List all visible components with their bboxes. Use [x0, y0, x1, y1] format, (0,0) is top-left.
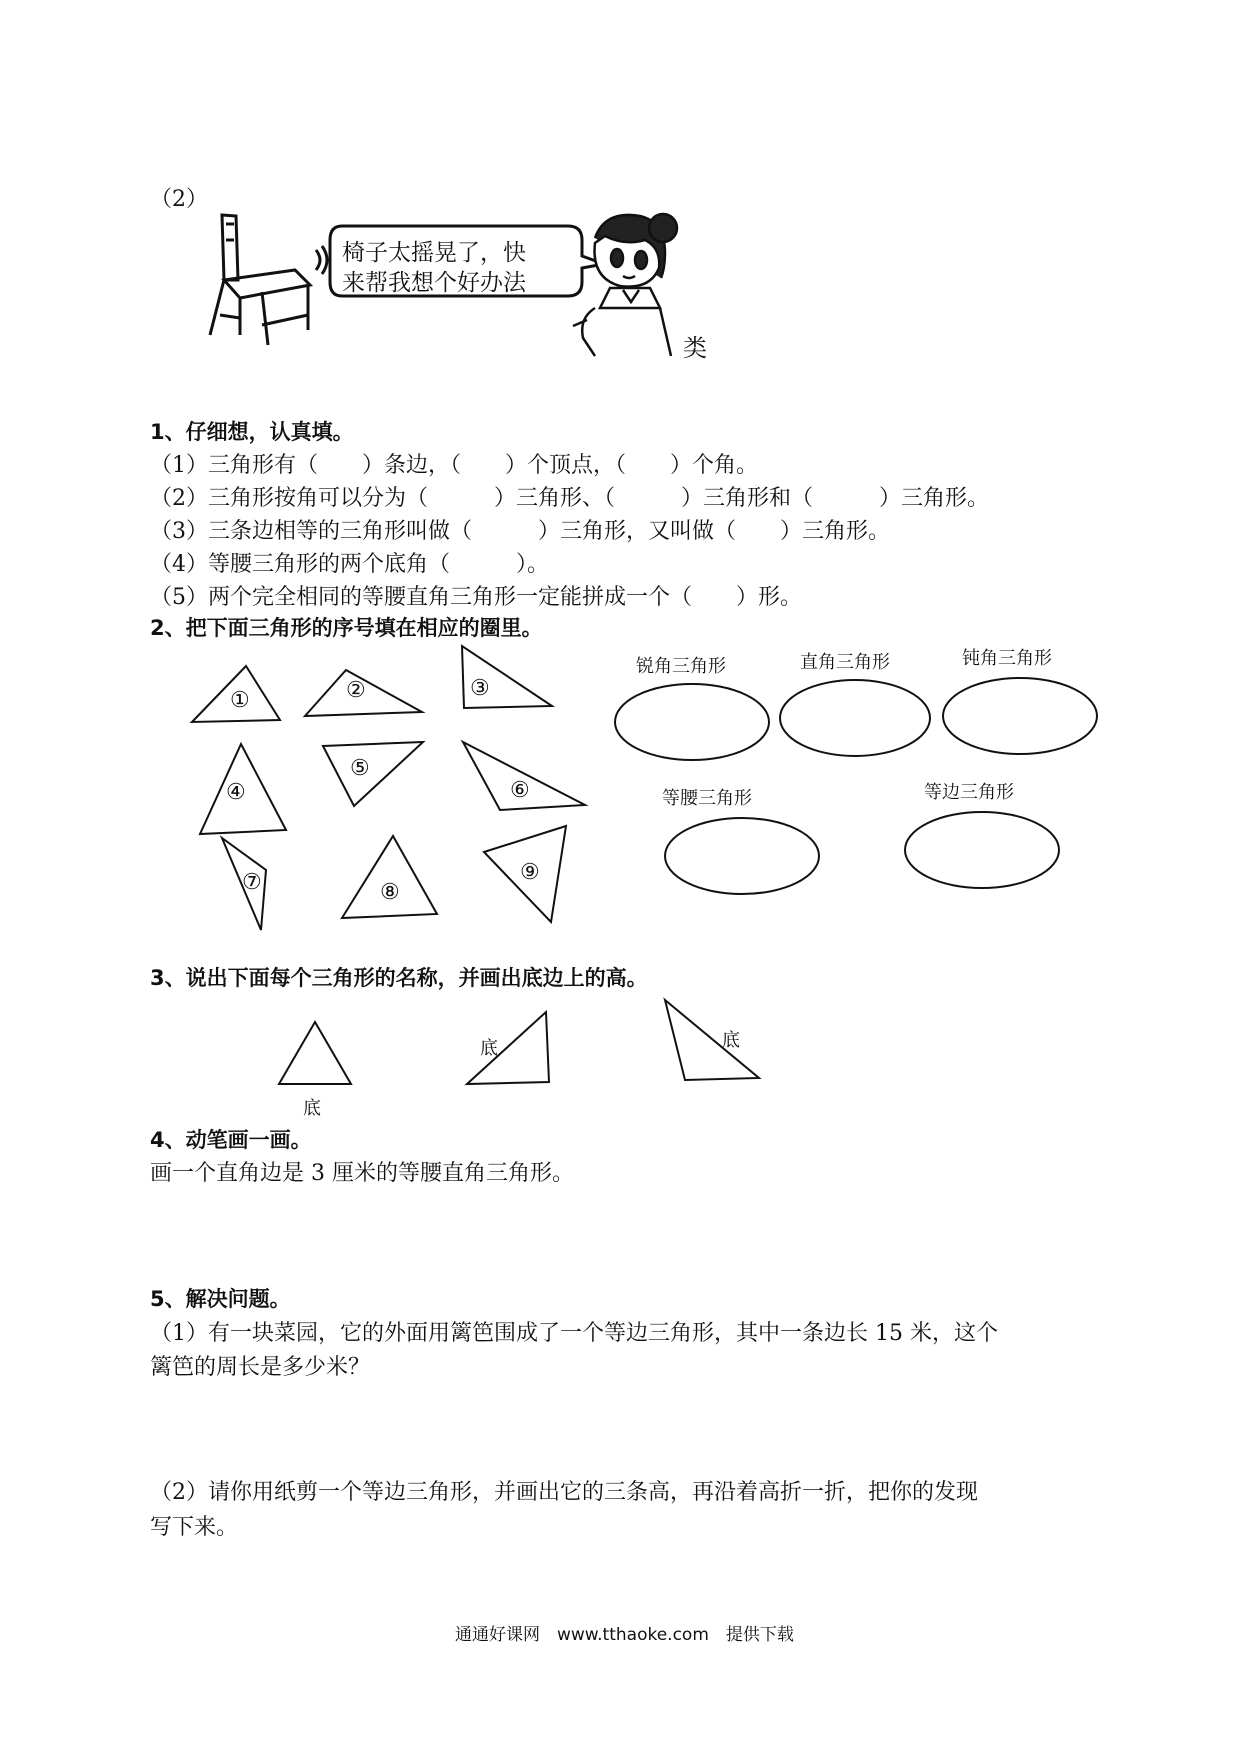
- category-equilateral: 等边三角形: [924, 782, 1014, 803]
- q1-line-2: （2）三角形按角可以分为（ ）三角形、（ ）三角形和（ ）三角形。: [150, 486, 989, 511]
- q1-line-4: （4）等腰三角形的两个底角（ ）。: [150, 552, 549, 577]
- q3-triangle-3: [665, 1000, 759, 1080]
- category-acute: 锐角三角形: [636, 656, 726, 677]
- triangle-label-3: ③: [470, 676, 490, 701]
- q3-base-label-2: 底: [480, 1038, 498, 1059]
- q1-line-5: （5）两个完全相同的等腰直角三角形一定能拼成一个（ ）形。: [150, 585, 802, 610]
- q1-line-1: （1）三角形有（ ）条边，（ ）个顶点，（ ）个角。: [150, 453, 758, 478]
- triangle-label-5: ⑤: [350, 756, 370, 781]
- q1-heading: 1、仔细想，认真填。: [150, 420, 354, 444]
- stray-char: 类: [683, 334, 707, 362]
- speech-line-2: 来帮我想个好办法: [342, 270, 526, 296]
- q5-p1-line-1: （1）有一块菜园，它的外面用篱笆围成了一个等边三角形，其中一条边长 15 米，这个: [150, 1321, 998, 1346]
- q5-heading: 5、解决问题。: [150, 1287, 291, 1311]
- triangle-label-9: ⑨: [520, 860, 540, 885]
- q1-line-3: （3）三条边相等的三角形叫做（ ）三角形，又叫做（ ）三角形。: [150, 519, 890, 544]
- speech-line-1: 椅子太摇晃了，快: [342, 240, 526, 266]
- triangle-label-2: ②: [346, 678, 366, 703]
- q5-p2-line-2: 写下来。: [150, 1515, 239, 1540]
- category-isosceles: 等腰三角形: [662, 788, 752, 809]
- q4-heading: 4、动笔画一画。: [150, 1128, 312, 1152]
- footer-text: 通通好课网 www.tthaoke.com 提供下载: [455, 1625, 794, 1645]
- category-obtuse: 钝角三角形: [962, 648, 1052, 669]
- q4-text: 画一个直角边是 3 厘米的等腰直角三角形。: [150, 1161, 574, 1186]
- q5-p1-line-2: 篱笆的周长是多少米？: [150, 1355, 371, 1380]
- triangle-label-7: ⑦: [242, 870, 262, 895]
- triangle-label-4: ④: [226, 780, 246, 805]
- category-right: 直角三角形: [800, 652, 890, 673]
- q2-heading: 2、把下面三角形的序号填在相应的圈里。: [150, 616, 543, 640]
- q3-heading: 3、说出下面每个三角形的名称，并画出底边上的高。: [150, 966, 648, 990]
- triangle-label-8: ⑧: [380, 880, 400, 905]
- q3-base-label-1: 底: [303, 1098, 321, 1119]
- intro-number: （2）: [150, 187, 208, 212]
- q3-base-label-3: 底: [722, 1030, 740, 1051]
- triangle-label-1: ①: [230, 688, 250, 713]
- triangle-label-6: ⑥: [510, 778, 530, 803]
- q3-triangle-1: [279, 1022, 351, 1084]
- q5-p2-line-1: （2）请你用纸剪一个等边三角形，并画出它的三条高，再沿着高折一折，把你的发现: [150, 1480, 978, 1505]
